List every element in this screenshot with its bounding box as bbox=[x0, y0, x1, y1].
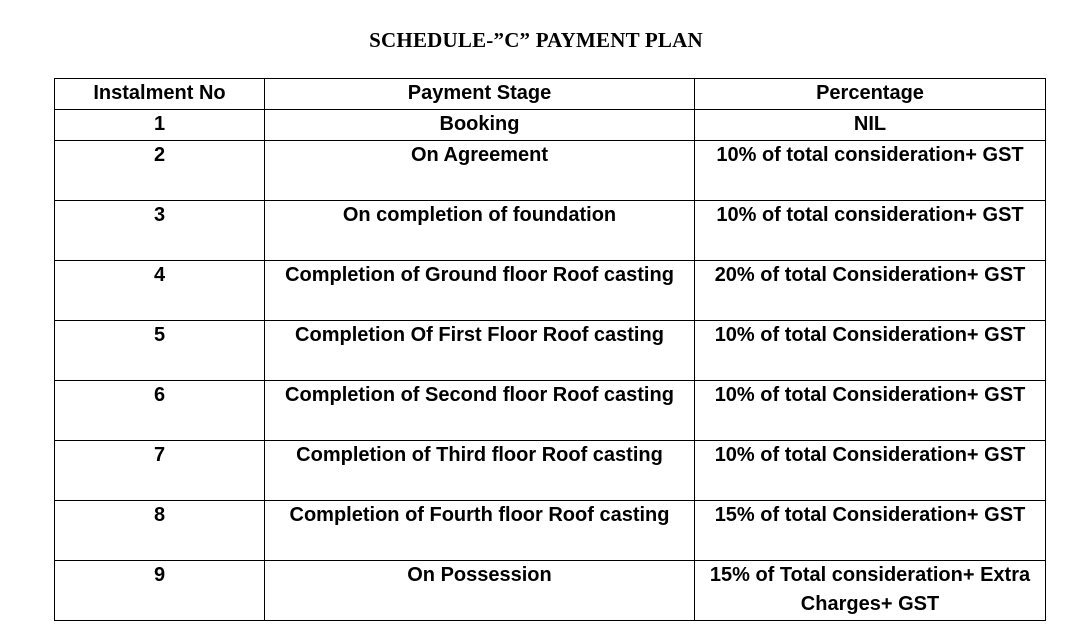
instalment-no-cell: 5 bbox=[55, 321, 265, 381]
table-row bbox=[55, 141, 1046, 201]
percentage-cell bbox=[695, 201, 1046, 261]
percentage-text: 10% of total consideration+ GST bbox=[716, 204, 1024, 226]
percentage-text: 15% of Total consideration+ Extra Charges+ GST bbox=[709, 564, 1031, 615]
instalment-no-cell: 3 bbox=[55, 201, 265, 261]
percentage-cell bbox=[695, 561, 1046, 621]
table-row bbox=[55, 501, 1046, 561]
instalment-no-cell: 2 bbox=[55, 141, 265, 201]
payment-stage-cell: Completion of Second floor Roof casting bbox=[265, 381, 695, 441]
instalment-no-cell: 6 bbox=[55, 381, 265, 441]
instalment-no-cell: 1 bbox=[55, 110, 265, 141]
table-row bbox=[55, 261, 1046, 321]
payment-stage-cell: Completion of Third floor Roof casting bbox=[265, 441, 695, 501]
table-row bbox=[55, 441, 1046, 501]
instalment-no-cell: 8 bbox=[55, 501, 265, 561]
table-header-row bbox=[55, 79, 1046, 110]
percentage-cell bbox=[695, 381, 1046, 441]
percentage-cell bbox=[695, 501, 1046, 561]
payment-stage-cell: Completion of Ground floor Roof casting bbox=[265, 261, 695, 321]
percentage-text: 15% of total Consideration+ GST bbox=[714, 504, 1026, 526]
percentage-cell bbox=[695, 321, 1046, 381]
instalment-no-cell: 4 bbox=[55, 261, 265, 321]
payment-stage-cell: On Possession bbox=[265, 561, 695, 621]
header-instalment-no: Instalment No bbox=[55, 79, 265, 110]
percentage-text: 20% of total Consideration+ GST bbox=[714, 264, 1026, 286]
percentage-cell bbox=[695, 261, 1046, 321]
payment-stage-cell: On Agreement bbox=[265, 141, 695, 201]
table-row bbox=[55, 201, 1046, 261]
table-row bbox=[55, 561, 1046, 621]
table-row bbox=[55, 321, 1046, 381]
payment-stage-cell: Booking bbox=[265, 110, 695, 141]
percentage-cell bbox=[695, 141, 1046, 201]
instalment-no-cell: 9 bbox=[55, 561, 265, 621]
percentage-cell: NIL bbox=[695, 110, 1046, 141]
header-payment-stage: Payment Stage bbox=[265, 79, 695, 110]
page-title: SCHEDULE-”C” PAYMENT PLAN bbox=[369, 28, 703, 52]
table-row bbox=[55, 110, 1046, 141]
payment-plan-table bbox=[54, 78, 1046, 621]
percentage-text: 10% of total Consideration+ GST bbox=[714, 384, 1026, 406]
percentage-text: 10% of total Consideration+ GST bbox=[714, 444, 1026, 466]
payment-stage-cell: Completion of Fourth floor Roof casting bbox=[265, 501, 695, 561]
percentage-text: 10% of total Consideration+ GST bbox=[714, 324, 1026, 346]
payment-stage-cell: On completion of foundation bbox=[265, 201, 695, 261]
percentage-cell bbox=[695, 441, 1046, 501]
instalment-no-cell: 7 bbox=[55, 441, 265, 501]
payment-stage-cell: Completion Of First Floor Roof casting bbox=[265, 321, 695, 381]
header-percentage: Percentage bbox=[695, 79, 1046, 110]
percentage-text: 10% of total consideration+ GST bbox=[716, 144, 1024, 166]
table-row bbox=[55, 381, 1046, 441]
